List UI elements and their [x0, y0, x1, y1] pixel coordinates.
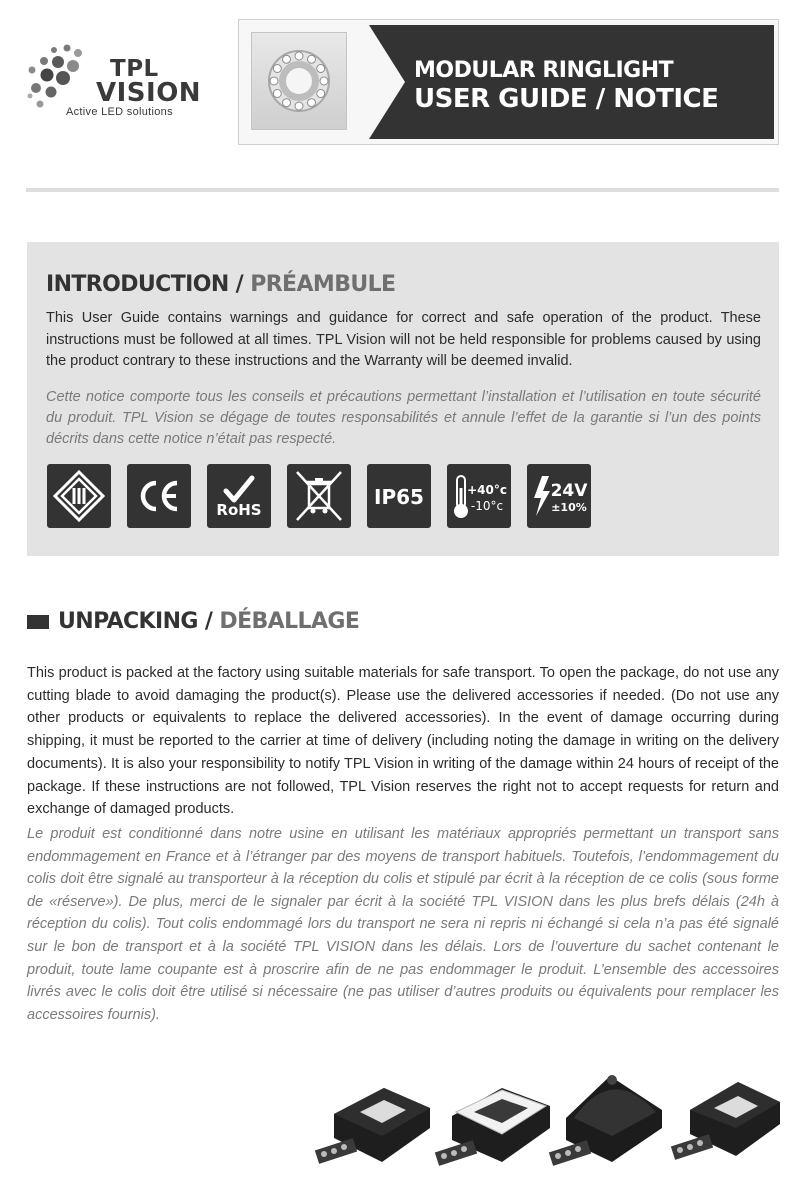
temperature-min: -10°c — [470, 499, 504, 513]
ip65-icon — [367, 464, 431, 528]
class-iii-icon — [47, 464, 111, 528]
product-photo-1 — [315, 1088, 430, 1164]
logo-tagline: Active LED solutions — [66, 106, 173, 118]
voltage-24v-icon — [527, 464, 591, 528]
product-title: MODULAR RINGLIGHT — [414, 58, 674, 83]
heading-fr: DÉBALLAGE — [219, 609, 360, 634]
voltage-tolerance: ±10% — [551, 501, 587, 514]
product-photo-2 — [435, 1088, 550, 1166]
rohs-icon — [207, 464, 271, 528]
logo-brand-tpl: TPL — [110, 56, 159, 82]
ce-mark-icon — [127, 464, 191, 528]
temperature-max: +40°c — [467, 483, 507, 497]
document-title: USER GUIDE / NOTICE — [414, 84, 719, 114]
heading-en: UNPACKING / — [58, 609, 213, 634]
ip65-label: IP65 — [374, 485, 424, 509]
logo-brand-vision: VISION — [96, 78, 202, 108]
heading-en: INTRODUCTION / — [46, 272, 244, 297]
heading-fr: PRÉAMBULE — [250, 272, 396, 297]
svg-text:RoHS: RoHS — [216, 501, 262, 519]
temperature-range-icon — [447, 464, 511, 528]
voltage-value: 24V — [550, 481, 588, 501]
weee-bin-icon — [287, 464, 351, 528]
unpacking-text-fr: Le produit est conditionné dans notre usine en utilisant les matériaux appropriés permettant un transport sans endommagement en France et à l’étranger par des moyens de transport habituels. Toutefois, l’endommagement du colis doit être signalé au transporteur à la réception du colis et stipulé par écrit à la réception de ce colis (sous forme de «réserve»). De plus, merci de le signaler par écrit à la société TPL VISION dans les plus brefs délais (24h à réception du colis). Tout colis endommagé lors du transport ne sera ni repris ni échangé si cela n’a pas été signalé sur le bon de transport et à la société TPL VISION dans les délais. Lors de l’ouverture du sachet contenant le produit, toute lame coupante est à proscrire afin de ne pas endommager le produit. L’ensemble des accessoires livrés avec le colis doit être utilisé si nécessaire (ne pas utiliser d’autres produits ou équivalents pour remplacer les accessoires fournis). — [27, 826, 779, 1023]
product-photo-3 — [549, 1075, 662, 1166]
introduction-text-en: This User Guide contains warnings and guidance for correct and safe operation of the product. These instructions must be followed at all times. TPL Vision will not be held responsible for problems caused by using the product contrary to these instructions and the Warranty will be deemed invalid. — [46, 310, 761, 369]
introduction-text-fr: Cette notice comporte tous les conseils et précautions permettant l’installation et l’utilisation en toute sécurité du produit. TPL Vision se dégage de toutes responsabilités et annule l’effet de la garantie si l’un des points décrits dans cette notice n’était pas respecté. — [46, 389, 761, 447]
ringlight-thumbnail — [251, 32, 347, 130]
product-images — [312, 1066, 797, 1174]
section-marker-icon — [27, 615, 49, 629]
unpacking-text-en: This product is packed at the factory using suitable materials for safe transport. To open the package, do not use any cutting blade to avoid damaging the product(s). Please use the delivered accessories if needed. (Do not use any other products or equivalents to replace the delivered accessories). In the event of damage occurring during shipping, it must be reported to the carrier at time of delivery (including noting the damage in writing on the delivery documents). It is also your responsibility to notify TPL Vision in writing of the damage within 24 hours of receipt of the package. If these instructions are not followed, TPL Vision reserves the right not to accept requests for return and exchange of damaged products. — [27, 665, 779, 818]
title-banner — [238, 19, 779, 145]
introduction-heading — [46, 272, 395, 297]
product-photo-4 — [671, 1082, 780, 1160]
introduction-section — [27, 242, 779, 556]
certification-icons — [47, 464, 591, 528]
tpl-vision-logo — [26, 42, 226, 122]
ringlight-icon — [252, 33, 346, 129]
header-divider — [26, 188, 779, 192]
unpacking-heading — [27, 609, 359, 634]
